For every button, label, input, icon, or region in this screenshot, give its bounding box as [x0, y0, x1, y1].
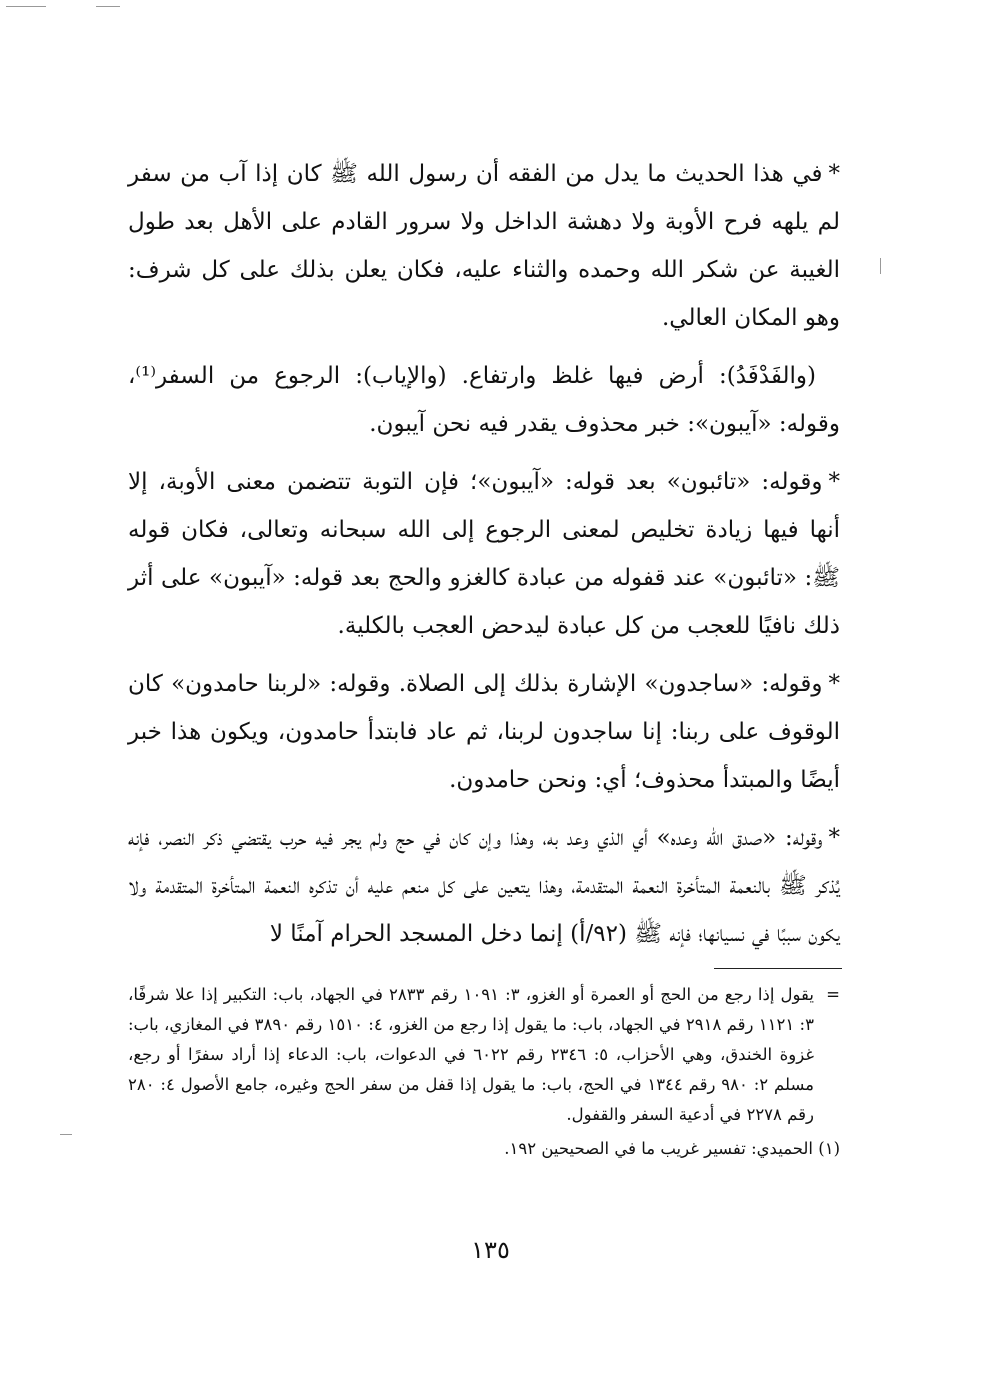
- paragraph-text: وقوله: «ساجدون» الإشارة بذلك إلى الصلاة. وقوله: «لربنا حامدون» كان الوقوف على ربنا: إنا ساجدون لربنا، ثم عاد فابتدأ حامدون، ويكون هذا خبر أيضًا والمبتدأ محذوف؛ أي: ونحن حامدون.: [128, 671, 840, 793]
- paragraph-text: وقوله: «تائبون» بعد قوله: «آيبون»؛ فإن التوبة تتضمن معنى الأوبة، إلا أنها فيها زيادة تخليص لمعنى الرجوع إلى الله سبحانه وتعالى، فكان قوله ﷺ: «تائبون» عند قفوله من عبادة كالغزو والحج بعد قوله: «آيبون» على أثر ذلك نافيًا للعجب من كل عبادة ليدحض العجب بالكلية.: [128, 469, 840, 639]
- paragraph-1: [128, 150, 840, 342]
- footnote-1: (١) الحميدي: تفسير غريب ما في الصحيحين ١٩٢.: [504, 1139, 840, 1158]
- asterisk-marker: *: [828, 825, 840, 851]
- paragraph-text: في هذا الحديث ما يدل من الفقه أن رسول الله ﷺ كان إذا آب من سفر لم يلهه فرح الأوبة ولا دهشة الداخل ولا سرور القادم على الأهل بعد طول الغيبة عن شكر الله وحمده والثناء عليه، فكان يعلن بذلك على كل شرف: وهو المكان العالي.: [128, 161, 840, 331]
- continuation-mark: =: [826, 985, 840, 1004]
- main-text: [128, 150, 840, 968]
- page-number: ١٣٥: [471, 1236, 510, 1264]
- scan-mark: [6, 6, 46, 7]
- paragraph-3: [128, 458, 840, 650]
- footnote-continuation: [128, 980, 840, 1130]
- paragraph-2: [128, 352, 840, 448]
- scan-mark: [96, 6, 120, 7]
- asterisk-marker: *: [828, 671, 840, 697]
- footnote-separator: [714, 968, 842, 969]
- footnotes: [128, 980, 840, 1164]
- paragraph-4: [128, 660, 840, 804]
- asterisk-marker: *: [828, 469, 840, 495]
- scan-mark: [880, 258, 881, 274]
- asterisk-marker: *: [828, 161, 840, 187]
- footnote-text: يقول إذا رجع من الحج أو العمرة أو الغزو، ٣: ١٠٩١ رقم ٢٨٣٣ في الجهاد، باب: التكبير إذا علا شرفًا، ٣: ١١٢١ رقم ٢٩١٨ في الجهاد، باب: ما يقول إذا رجع من الغزو، ٤: ١٥١٠ رقم ٣٨٩٠ في المغازي، باب: غزوة الخندق، وهي الأحزاب، ٥: ٢٣٤٦ رقم ٦٠٢٢ في الدعوات، باب: الدعاء إذا أراد سفرًا أو رجع، مسلم ٢: ٩٨٠ رقم ١٣٤٤ في الحج، باب: ما يقول إذا قفل من سفر الحج وغيره، جامع الأصول ٤: ٢٨٠ رقم ٢٢٧٨ في أدعية السفر والقفول.: [128, 985, 815, 1124]
- paragraph-text: وقوله: «صدق الله وعده» أي الذي وعد به، وهذا وإن كان في حج ولم يجر فيه حرب يقتضي ذكر النصر، فإنه يُذكر ﷺ بالنعمة المتأخرة النعمة المتقدمة، وهذا يتعين على كل منعم عليه أن تذكره النعمة المتأخرة المتقدمة ولا يكون سببًا في نسيانها؛ فإنه ﷺ (٩٢/أ) إنما دخل المسجد الحرام آمنًا لا: [128, 825, 840, 947]
- paragraph-text: (والفَدْفَدُ): أرض فيها غلظ وارتفاع. (والإياب): الرجوع من السفر⁽¹⁾، وقوله: «آيبون»: خبر محذوف يقدر فيه نحن آيبون.: [128, 363, 840, 437]
- paragraph-5: [128, 814, 840, 958]
- scan-mark: [60, 1134, 72, 1135]
